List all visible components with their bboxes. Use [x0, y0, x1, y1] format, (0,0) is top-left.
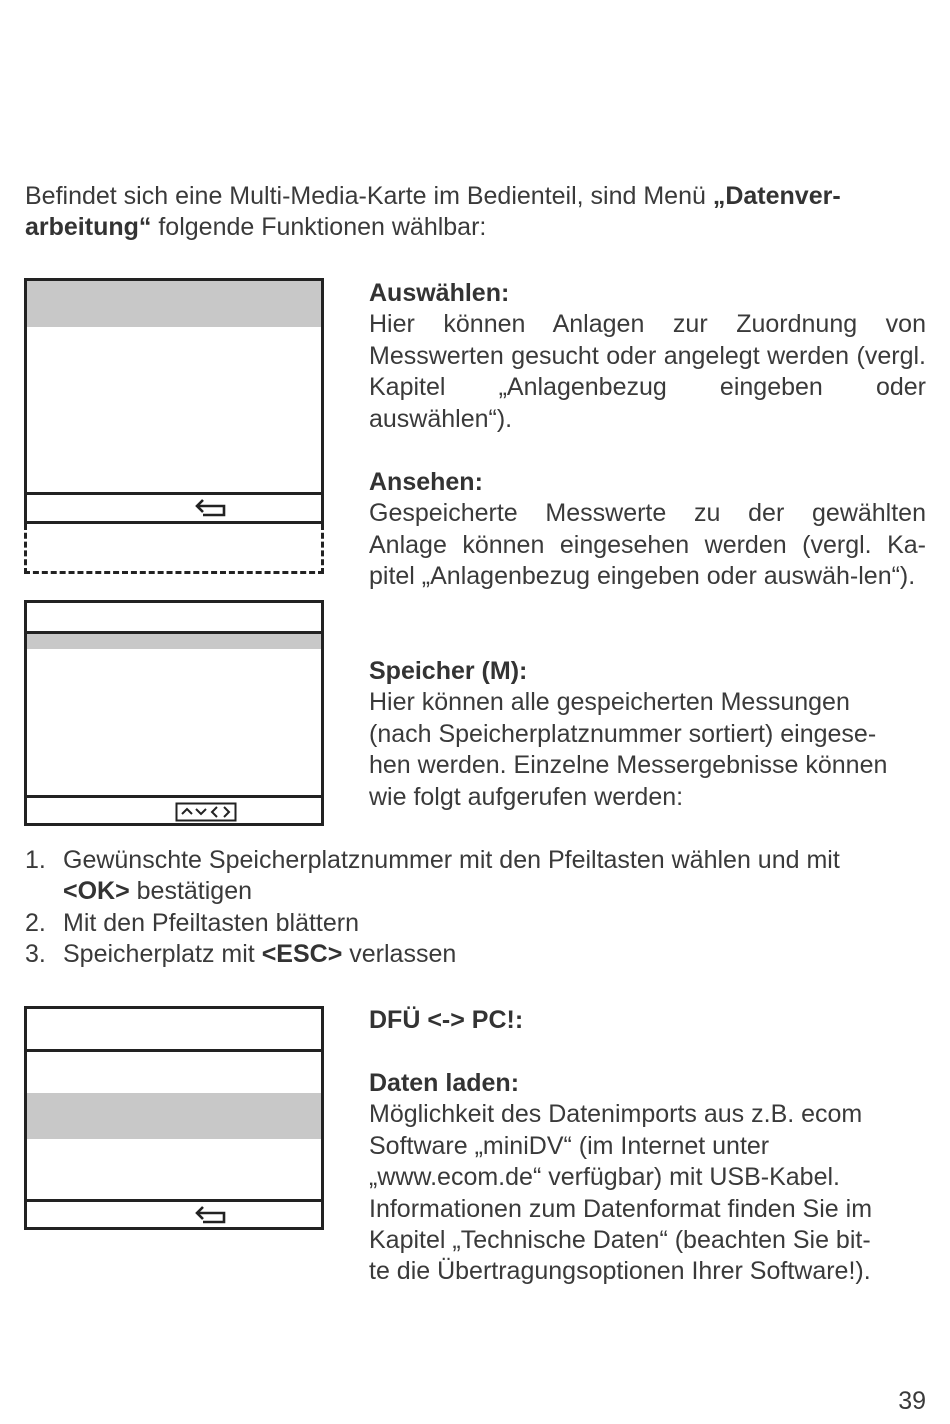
body-speicher-line-2: (nach Speicherplatznummer sortiert) eingese- [369, 719, 877, 748]
selected-row-highlight [27, 1093, 321, 1139]
step-3 [25, 939, 930, 970]
step-text: verlassen [342, 940, 457, 969]
intro-paragraph [25, 181, 925, 244]
footer-divider [27, 795, 321, 798]
heading-daten-laden: Daten laden: [369, 1069, 520, 1097]
step-number: 1. [25, 846, 46, 874]
step-text: Speicherplatz mit [63, 940, 262, 969]
esc-key-label: <ESC> [261, 940, 343, 969]
section-ansehen [369, 467, 926, 593]
step-1 [25, 845, 930, 908]
footer-divider [27, 1199, 321, 1202]
body-daten-laden-line-5: Kapitel „Technische Daten“ (beachten Sie bit- [369, 1226, 871, 1255]
body-daten-laden-line-1: Möglichkeit des Datenimports aus z.B. ecom [369, 1100, 863, 1129]
body-speicher-line-4: wie folgt aufgerufen werden: [369, 782, 684, 811]
intro-text-2: folgende Funktionen wählbar: [151, 213, 487, 242]
body-speicher-line-1: Hier können alle gespeicherten Messungen [369, 688, 850, 717]
intro-bold-1: „Datenver- [712, 182, 841, 210]
device-screen-speicher [24, 600, 324, 826]
intro-text-1: Befindet sich eine Multi-Media-Karte im Bedienteil, sind Menü [25, 182, 713, 210]
heading-speicher: Speicher (M): [369, 657, 528, 685]
body-daten-laden-line-3: „www.ecom.de“ verfügbar) mit USB-Kabel. [369, 1163, 840, 1192]
section-dfue [369, 1005, 926, 1036]
section-auswaehlen [369, 278, 926, 435]
body-speicher-line-3: hen werden. Einzelne Messergebnisse können [369, 751, 888, 780]
step-text: Gewünschte Speicherplatznummer mit den Pfeiltasten wählen und mit [63, 846, 840, 874]
header-divider [27, 1049, 321, 1052]
page-number: 39 [898, 1387, 926, 1415]
step-text: bestätigen [129, 877, 253, 906]
heading-ansehen: Ansehen: [369, 468, 483, 496]
step-text: Mit den Pfeiltasten blättern [63, 908, 359, 937]
return-arrow-icon [194, 498, 230, 518]
heading-dfue: DFÜ <-> PC!: [369, 1006, 524, 1034]
heading-auswaehlen: Auswählen: [369, 279, 510, 307]
step-number: 3. [25, 940, 46, 969]
step-number: 2. [25, 908, 46, 937]
selected-row-highlight [27, 281, 321, 327]
intro-bold-2: arbeitung“ [25, 213, 152, 242]
body-daten-laden-line-6: te die Übertragungsoptionen Ihrer Software!). [369, 1257, 871, 1286]
return-arrow-icon [194, 1205, 230, 1225]
footer-divider [27, 492, 321, 495]
screen-continuation-dashed [24, 524, 324, 574]
device-screen-auswaehlen [24, 278, 324, 524]
section-daten-laden [369, 1068, 939, 1288]
body-auswaehlen: Hier können Anlagen zur Zuordnung von Messwerten gesucht oder angelegt werden (vergl. Kapitel „Anlagenbezug eingeben oder auswählen“). [369, 310, 926, 433]
body-daten-laden-line-2: Software „miniDV“ (im Internet unter [369, 1131, 770, 1160]
device-screen-dfue [24, 1006, 324, 1230]
body-ansehen: Gespeicherte Messwerte zu der gewählten Anlage können eingesehen werden (vergl. Ka-pitel „Anlagenbezug eingeben oder auswäh-len“). [369, 499, 926, 591]
steps-list [25, 845, 930, 971]
step-2 [25, 908, 930, 939]
section-speicher [369, 656, 939, 813]
navigation-arrows-icon [175, 802, 237, 822]
ok-key-label: <OK> [63, 877, 130, 906]
body-daten-laden-line-4: Informationen zum Datenformat finden Sie im [369, 1194, 873, 1223]
selected-row-highlight [27, 634, 321, 649]
